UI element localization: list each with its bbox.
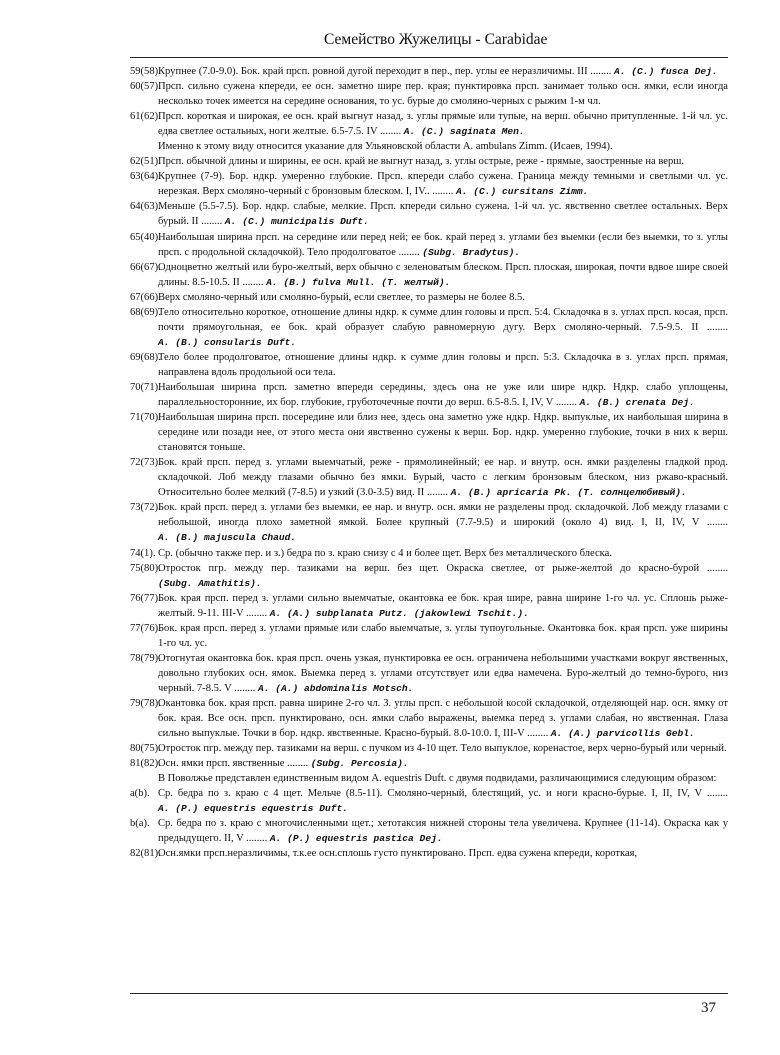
entry-number: 79(78) . [130, 696, 161, 711]
leader-dots: ........ [380, 126, 404, 138]
entry-number: 68(69) . [130, 305, 161, 320]
running-header: Семейство Жужелицы - Carabidae [324, 31, 548, 48]
key-entry [130, 380, 728, 410]
entry-text: Отросток пгр. между пер. тазиками на верш. без щет. Окраска светлее, от рыже-желтой до красно-бурой [158, 562, 707, 574]
entry-number: 80(75) . [130, 741, 161, 756]
taxon-name: A. (P.) equestris equestris Duft. [158, 803, 348, 815]
taxon-name: A. (B.) apricaria Pk. (T. солнцелюбивый). [450, 487, 687, 499]
leader-dots: ........ [590, 66, 615, 77]
key-entry [130, 846, 728, 861]
entry-number: 76(77) . [130, 591, 161, 606]
key-entry [130, 696, 728, 741]
entry-text: Окантовка бок. края прсп. равна ширине 2-го чл. З. углы прсп. с небольшой косой складочкой, отделяющей нар. осн. ямку от бок. края. Все осн. прсп. пунктировано, осн. ямки слабо выражены, выемка перед з. углами слабая, но явственная. Глаза сильно выпуклые. Точки в бор. ндкр. явственные. Красно-бурый. 8.0-10.0. I, III-V [158, 697, 728, 740]
entry-text: Ср. (обычно также пер. и з.) бедра по з. краю снизу с 4 и более щет. Верх без металлического блеска. [158, 547, 612, 559]
entry-number: 77(76) . [130, 621, 161, 636]
page-number: 37 [701, 1000, 716, 1016]
taxon-name: A. (A.) subplanata Putz. (jakowlewi Tschit.). [269, 607, 529, 619]
entry-text: Прсп. короткая и широкая, ее осн. край выгнут назад, з. углы прямые или тупые, на верш. обычно притупленные. 1-й чл. ус. едва светлее остальных, ноги желтые. 6.5-7.5. IV [158, 111, 728, 138]
leader-dots: ........ [246, 833, 270, 845]
entry-text: Бок. край прсп. перед з. углами выемчатый, реже - прямолинейный; ее нар. и внутр. осн. ямки разделены гладкой прод. складочкой. Лоб между глазами обычно без ямки. Бурый, часто с легким бронзовым блеском, низ ржаво-красный. Относительно более мелкий (7-8.5) и узкий (3.0-3.5) вид. II [158, 457, 728, 499]
entry-number: 73(72) . [130, 500, 161, 515]
key-entry [130, 230, 728, 260]
key-entry [130, 109, 728, 139]
key-entry [130, 500, 728, 545]
entry-number: 71(70) . [130, 410, 161, 425]
entry-number: 69(68) . [130, 350, 161, 365]
leader-dots: ........ [201, 216, 225, 228]
leader-dots: ........ [246, 607, 270, 619]
leader-dots: ........ [706, 517, 728, 529]
key-entry [130, 199, 728, 229]
taxon-name: A. (B.) crenata Dej. [579, 397, 695, 409]
entry-text: Крупнее (7-9). Бор. ндкр. умеренно глубокие. Прсп. кпереди слабо сужена. Граница между темными и светлыми чл. ус. нерезкая. Верх смоляно-черный с бронзовым блеском. I, IV.. [158, 171, 728, 198]
key-entry [130, 786, 728, 816]
entry-number: 70(71) . [130, 380, 161, 395]
key-entry [130, 741, 728, 756]
key-entry [130, 154, 728, 169]
entry-number: 61(62) . [130, 109, 161, 124]
taxon-name: A. (A.) abdominalis Motsch. [257, 682, 414, 694]
taxon-name: A. (C.) saginata Men. [403, 126, 525, 138]
taxon-name: A. (A.) parvicollis Gebl. [550, 728, 695, 740]
taxon-name: (Subg. Percosia). [310, 758, 409, 770]
key-entries [130, 64, 728, 861]
key-entry [130, 546, 728, 561]
leader-dots: ........ [287, 758, 311, 770]
leader-dots: ........ [432, 186, 456, 198]
leader-dots: ........ [234, 682, 258, 694]
entry-number: 72(73) . [130, 455, 161, 470]
entry-number: 64(63) . [130, 199, 161, 214]
entry-text: Прсп. сильно сужена кпереди, ее осн. заметно шире пер. края; пунктировка прсп. занимает только осн. ямки, если иногда несколько точек имеется на середине основания, то ус. бурые до смоляно-черных с рыжим 1-м чл. [158, 81, 728, 108]
taxon-name: (Subg. Amathitis). [158, 577, 262, 589]
key-entry [130, 651, 728, 696]
key-entry [130, 455, 728, 500]
entry-number: 67(66) . [130, 290, 161, 305]
entry-text: Наибольшая ширина прсп. на середине или перед ней; ее бок. край перед з. углами без выемки (если без выемки, то з. углы прсп. с продольной складочкой). Тело продолговатое [158, 231, 728, 258]
entry-number: 66(67) . [130, 260, 161, 275]
key-entry [130, 350, 728, 380]
taxon-name: A. (C.) fusca Dej. [614, 66, 718, 77]
entry-number: 74(1) . [130, 546, 156, 561]
entry-number: 82(81) . [130, 846, 161, 861]
taxon-name: A. (C.) cursitans Zimm. [455, 186, 589, 198]
key-entry [130, 771, 728, 786]
entry-text: Верх смоляно-черный или смоляно-бурый, если светлее, то размеры не более 8.5. [158, 291, 525, 303]
entry-text: Наибольшая ширина прсп. посередине или близ нее, здесь она заметно уже ндкр. Ндкр. выпуклые, их наибольшая ширина в середине или позади нее, от этого места они явственно сужены к верш. Бор. ндкр. умеренно глубокие, точки в них к верш. становятся тоньше. [158, 412, 728, 454]
entry-number: 62(51) . [130, 154, 161, 169]
entry-text: Бок. края прсп. перед з. углами прямые или слабо выемчатые, з. углы тупоугольные. Окантовка бок. края прсп. уже ширины 1-го чл. ус. [158, 622, 728, 649]
taxon-name: A. (C.) municipalis Duft. [224, 216, 369, 228]
leader-dots: ........ [706, 788, 728, 800]
key-entry [130, 290, 728, 305]
leader-dots: ........ [555, 397, 580, 409]
key-entry [130, 591, 728, 621]
entry-text: Тело более продолговатое, отношение длины ндкр. к сумме длин головы и прсп. 5:3. Складочка в з. углах прсп. прямая, направлена вдоль продольной оси тела. [158, 351, 728, 378]
entry-text: Именно к этому виду относится указание для Ульяновской области A. ambulans Zimm. (Исаев, 1994). [158, 141, 613, 153]
key-entry [130, 410, 728, 455]
entry-text: Меньше (5.5-7.5). Бор. ндкр. слабые, мелкие. Прсп. кпереди сильно сужена. 1-й чл. ус. явственно светлее остальных. Верх бурый. II [158, 201, 728, 228]
entry-text: Отогнутая окантовка бок. края прсп. очень узкая, пунктировка ее осн. ограничена небольшими участками вокруг явственных, довольно глубоких осн. ямок. Выемка перед з. углами отсутствует или едва намечена. Буро-желтый до темно-бурого, низ черный. 7-8.5. V [158, 652, 728, 694]
key-entry [130, 621, 728, 651]
taxon-name: (Subg. Bradytus). [422, 246, 521, 258]
leader-dots: ........ [398, 246, 423, 258]
taxon-name: A. (B.) consularis Duft. [158, 336, 297, 348]
key-entry [130, 169, 728, 199]
entry-number: 81(82) . [130, 756, 161, 771]
leader-dots: ........ [527, 728, 551, 740]
entry-text: Наибольшая ширина прсп. заметно впереди середины, здесь она не уже или шире ндкр. Ндкр. слабо уплощены, параллельносторонние, их бор. глубокие, груботочечные почти до верш. 6.5-8.5. I, IV, V [158, 381, 728, 409]
entry-number: 65(40) . [130, 230, 161, 245]
entry-text: Ср. бедра по з. краю с 4 щет. Мельче (8.5-11). Смоляно-черный, блестящий, ус. и ноги красно-бурые. I, II, IV, V [158, 788, 707, 800]
taxon-name: A. (B.) majuscula Chaud. [158, 532, 297, 544]
key-entry [130, 561, 728, 591]
key-entry [130, 756, 728, 771]
entry-text: Отросток пгр. между пер. тазиками на верш. с пучком из 4-10 щет. Тело выпуклое, коренастое, верх черно-бурый или черный. [158, 743, 727, 755]
entry-number: 63(64) . [130, 169, 161, 184]
entry-text: Бок. края прсп. перед з. углами сильно выемчатые, окантовка ее бок. края шире, равна ширине 1-го чл. ус. Сплошь рыже-желтый. 9-11. III-V [158, 592, 728, 619]
entry-number: 75(80) . [130, 561, 161, 576]
key-entry [130, 305, 728, 350]
entry-text: Прсп. обычной длины и ширины, ее осн. край не выгнут назад, з. углы острые, реже - прямые, заостренные на верш. [158, 156, 685, 168]
leader-dots: ........ [426, 487, 451, 499]
key-entry [130, 64, 728, 79]
entry-text: Крупнее (7.0-9.0). Бок. край прсп. ровной дугой переходит в пер., пер. углы ее неразличимы. III [158, 66, 591, 77]
taxon-name: A. (P.) equestris pastica Dej. [269, 833, 443, 845]
entry-text: Тело относительно короткое, отношение длины ндкр. к сумме длин головы и прсп. 5:4. Складочка в з. углах прсп. косая, прсп. почти прямоугольная, ее бок. край образует слабую равномерную дугу. Верх смоляно-черный. 7.5-9.5. II [158, 306, 728, 333]
entry-text: Одноцветно желтый или буро-желтый, верх обычно с зеленоватым блеском. Прсп. плоская, широкая, почти вдвое шире своей длины. 8.5-10.5. II [158, 261, 728, 288]
entry-text: Осн. ямки прсп. явственные [158, 758, 288, 770]
leader-dots: ........ [242, 276, 267, 288]
key-entry [130, 816, 728, 846]
entry-text: Бок. край прсп. перед з. углами без выемки, ее нар. и внутр. осн. ямки не разделены прод. складочкой. Лоб между глазами с небольшой, иногда плохо заметной ямкой. Более крупный (7.7-9.5) и широкий (около 4) вид. I, II, IV, V [158, 502, 728, 529]
entry-number: b(a) . [130, 816, 150, 831]
header-rule [130, 57, 728, 58]
entry-text: Осн.ямки прсп.неразличимы, т.к.ее осн.сплошь густо пунктировано. Прсп. едва сужена кпереди, короткая, [158, 848, 638, 860]
key-entry [130, 79, 728, 109]
entry-number: 78(79) . [130, 651, 161, 666]
taxon-name: A. (B.) fulva Mull. (T. желтый). [266, 276, 451, 288]
key-entry [130, 139, 728, 154]
entry-number: 60(57) . [130, 79, 161, 94]
leader-dots: ........ [706, 562, 728, 574]
entry-text: В Поволжье представлен единственным видом A. equestris Duft. с двумя подвидами, различающимися следующим образом: [158, 773, 717, 785]
footer-rule [130, 993, 728, 994]
key-entry [130, 260, 728, 290]
entry-number: 59(58) . [130, 64, 161, 79]
leader-dots: ........ [706, 321, 728, 333]
entry-text: Ср. бедра по з. краю с многочисленными щет.; хетотаксия нижней стороны тела увеличена. Крупнее (11-14). Окраска как у предыдущего. II, V [158, 818, 728, 845]
entry-number: a(b) . [130, 786, 150, 801]
